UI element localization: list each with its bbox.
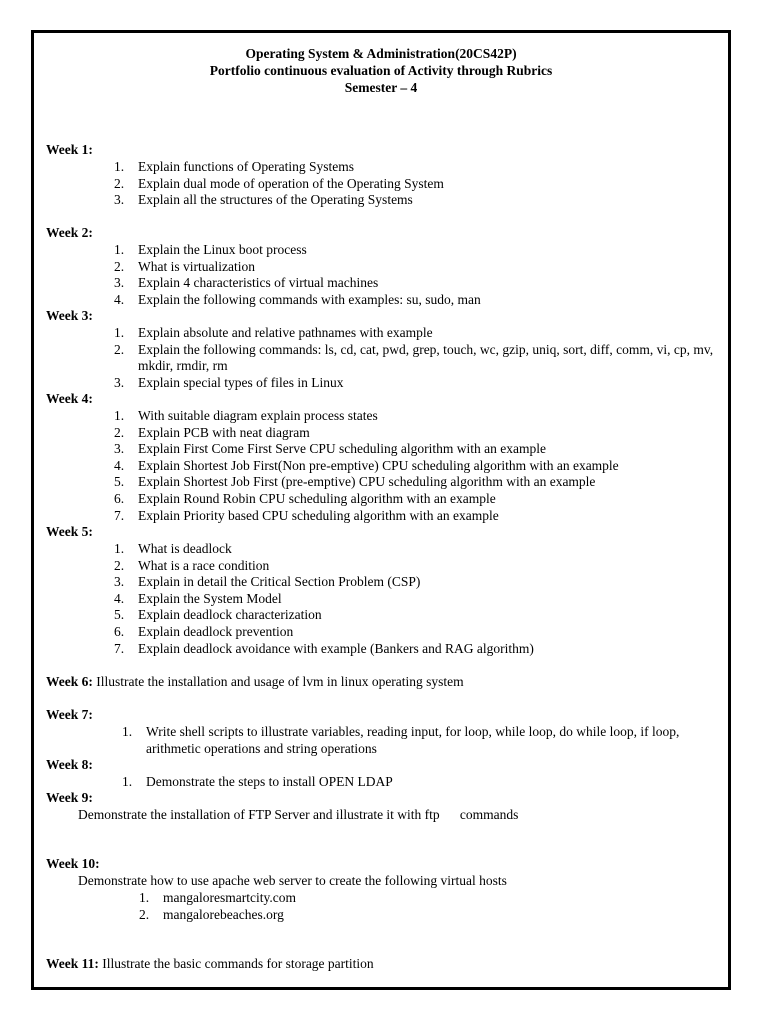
list-item: 6. Explain deadlock prevention: [114, 623, 294, 639]
week-1-list: [114, 159, 714, 209]
list-item: 6. Explain Round Robin CPU scheduling algorithm with an example: [114, 490, 496, 506]
list-item: 3. Explain all the structures of the Operating Systems: [114, 192, 413, 208]
week-1-heading: Week 1:: [46, 142, 93, 157]
week-6-line: [46, 674, 464, 691]
list-item: 3. Explain First Come First Serve CPU scheduling algorithm with an example: [114, 441, 546, 457]
list-item: 2. Explain the following commands: ls, cd, cat, pwd, grep, touch, wc, gzip, uniq, sort, diff, comm, vi, cp, mv, mkdir, rmdir, rm: [114, 341, 714, 374]
list-item: 3. Explain 4 characteristics of virtual machines: [114, 275, 379, 291]
list-item: 1. Explain the Linux boot process: [114, 242, 307, 257]
week-11-text: Illustrate the basic commands for storage partition: [102, 956, 374, 971]
list-item: 2. What is a race condition: [114, 557, 270, 573]
list-item: 3. Explain in detail the Critical Section Problem (CSP): [114, 574, 421, 590]
list-item: 7. Explain deadlock avoidance with example (Bankers and RAG algorithm): [114, 640, 534, 656]
list-item: 1. What is deadlock: [114, 541, 232, 556]
list-item: 2. Explain PCB with neat diagram: [114, 424, 310, 440]
week-10-list: [139, 890, 539, 923]
list-item: 1. Write shell scripts to illustrate variables, reading input, for loop, while loop, do while loop, if loop, arithmetic operations and string operations: [122, 724, 680, 756]
week-6-text: Illustrate the installation and usage of lvm in linux operating system: [96, 674, 464, 689]
week-9-heading: Week 9:: [46, 790, 93, 805]
week-7-heading: Week 7:: [46, 707, 93, 722]
list-item: 1. Explain absolute and relative pathnames with example: [114, 325, 433, 340]
week-10-text: Demonstrate how to use apache web server to create the following virtual hosts: [78, 873, 507, 888]
week-9-text: Demonstrate the installation of FTP Server and illustrate it with ftp commands: [78, 807, 519, 822]
week-8-heading: Week 8:: [46, 757, 93, 772]
semester: Semester – 4: [344, 80, 418, 95]
week-2-heading: Week 2:: [46, 225, 93, 240]
list-item: 2. Explain dual mode of operation of the Operating System: [114, 175, 444, 191]
list-item: 2. What is virtualization: [114, 258, 255, 274]
subtitle: Portfolio continuous evaluation of Activity through Rubrics: [209, 63, 553, 78]
week-7-list: [122, 724, 714, 757]
week-11-heading: Week 11:: [46, 956, 99, 971]
list-item: 4. Explain Shortest Job First(Non pre-emptive) CPU scheduling algorithm with an example: [114, 457, 619, 473]
list-item: 1. With suitable diagram explain process states: [114, 408, 378, 423]
week-5-list: [114, 541, 714, 657]
week-6-heading: Week 6:: [46, 674, 93, 689]
list-item: 5. Explain Shortest Job First (pre-emptive) CPU scheduling algorithm with an example: [114, 474, 596, 490]
week-4-heading: Week 4:: [46, 391, 93, 406]
week-3-list: [114, 325, 720, 391]
list-item: 2. mangalorebeaches.org: [139, 906, 284, 922]
list-item: 1. mangaloresmartcity.com: [139, 890, 296, 905]
week-8-list: [122, 774, 714, 791]
week-11-line: [46, 956, 374, 973]
week-5-heading: Week 5:: [46, 524, 93, 539]
course-title: Operating System & Administration(20CS42P): [245, 46, 517, 61]
week-3-heading: Week 3:: [46, 308, 93, 323]
list-item: 7. Explain Priority based CPU scheduling algorithm with an example: [114, 507, 499, 523]
list-item: 4. Explain the following commands with examples: su, sudo, man: [114, 291, 481, 307]
list-item: 4. Explain the System Model: [114, 590, 282, 606]
list-item: 1. Demonstrate the steps to install OPEN LDAP: [122, 774, 393, 789]
week-10-heading: Week 10:: [46, 856, 100, 871]
week-2-list: [114, 242, 714, 308]
week-4-list: [114, 408, 720, 524]
list-item: 5. Explain deadlock characterization: [114, 607, 322, 623]
document-header: [34, 45, 728, 96]
list-item: 1. Explain functions of Operating Systems: [114, 159, 354, 174]
list-item: 3. Explain special types of files in Linux: [114, 374, 344, 390]
